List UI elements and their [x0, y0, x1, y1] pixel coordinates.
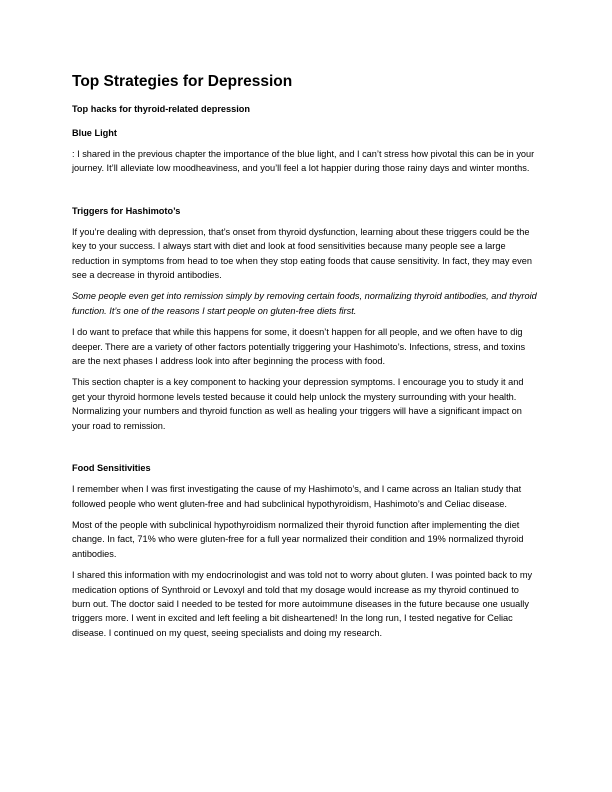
paragraph: This section chapter is a key component to hacking your depression symptoms. I encourage you to study it and get your thyroid hormone levels tested because it could help unlock the mystery surrounding with your health. Normalizing your numbers and thyroid function as well as healing your triggers will have a significant impact on your road to remission.	[72, 377, 524, 431]
paragraph: I do want to preface that while this happens for some, it doesn’t happen for all people, and we often have to dig deeper. There are a variety of other factors potentially triggering your Hashimoto’s. Infections, stress, and toxins are the next phases I address look into after beginning the process with food.	[72, 327, 526, 367]
paragraph: I shared this information with my endocrinologist and was told not to worry about gluten. I was pointed back to my medication options of Synthroid or Levoxyl and told that my dosage would increase as my thyroid continued to burn out. The doctor said I needed to be tested for more autoimmune diseases in the future because one usually triggers more. I went in excited and left feeling a bit disheartened! In the long run, I tested negative for Celiac disease. I continued on my quest, seeing specialists and doing my research.	[72, 570, 533, 638]
paragraph: I remember when I was first investigating the cause of my Hashimoto’s, and I came across an Italian study that followed people who went gluten-free and had subclinical hypothyroidism, Hashimoto’s and Celiac disease.	[72, 484, 522, 509]
page-title: Top Strategies for Depression	[72, 73, 293, 90]
paragraph: Most of the people with subclinical hypothyroidism normalized their thyroid function after implementing the diet change. In fact, 71% who were gluten-free for a full year normalized their condition and 19% normalized thyroid antibodies.	[72, 519, 524, 559]
document-body	[72, 72, 538, 640]
section-heading-food-sensitivities: Food Sensitivities	[72, 463, 151, 474]
section-heading-triggers: Triggers for Hashimoto’s	[72, 205, 181, 216]
paragraph: : I shared in the previous chapter the importance of the blue light, and I can’t stress how pivotal this can be in your journey. It’ll alleviate low moodheaviness, and you’ll feel a lot happier during those rainy days and winter months.	[72, 149, 535, 174]
paragraph-italic: Some people even get into remission simply by removing certain foods, normalizing thyroid antibodies, and thyroid function. It’s one of the reasons I start people on gluten-free diets first.	[72, 291, 537, 316]
subtitle: Top hacks for thyroid-related depression	[72, 104, 250, 114]
section-heading-blue-light: Blue Light	[72, 128, 117, 138]
paragraph: If you’re dealing with depression, that’s onset from thyroid dysfunction, learning about these triggers could be the key to your success. I always start with diet and look at food sensitivities because many people see a large reduction in symptoms from head to toe when they stop eating foods that cause sensitivity. In fact, they may even see a decrease in thyroid antibodies.	[72, 226, 532, 281]
